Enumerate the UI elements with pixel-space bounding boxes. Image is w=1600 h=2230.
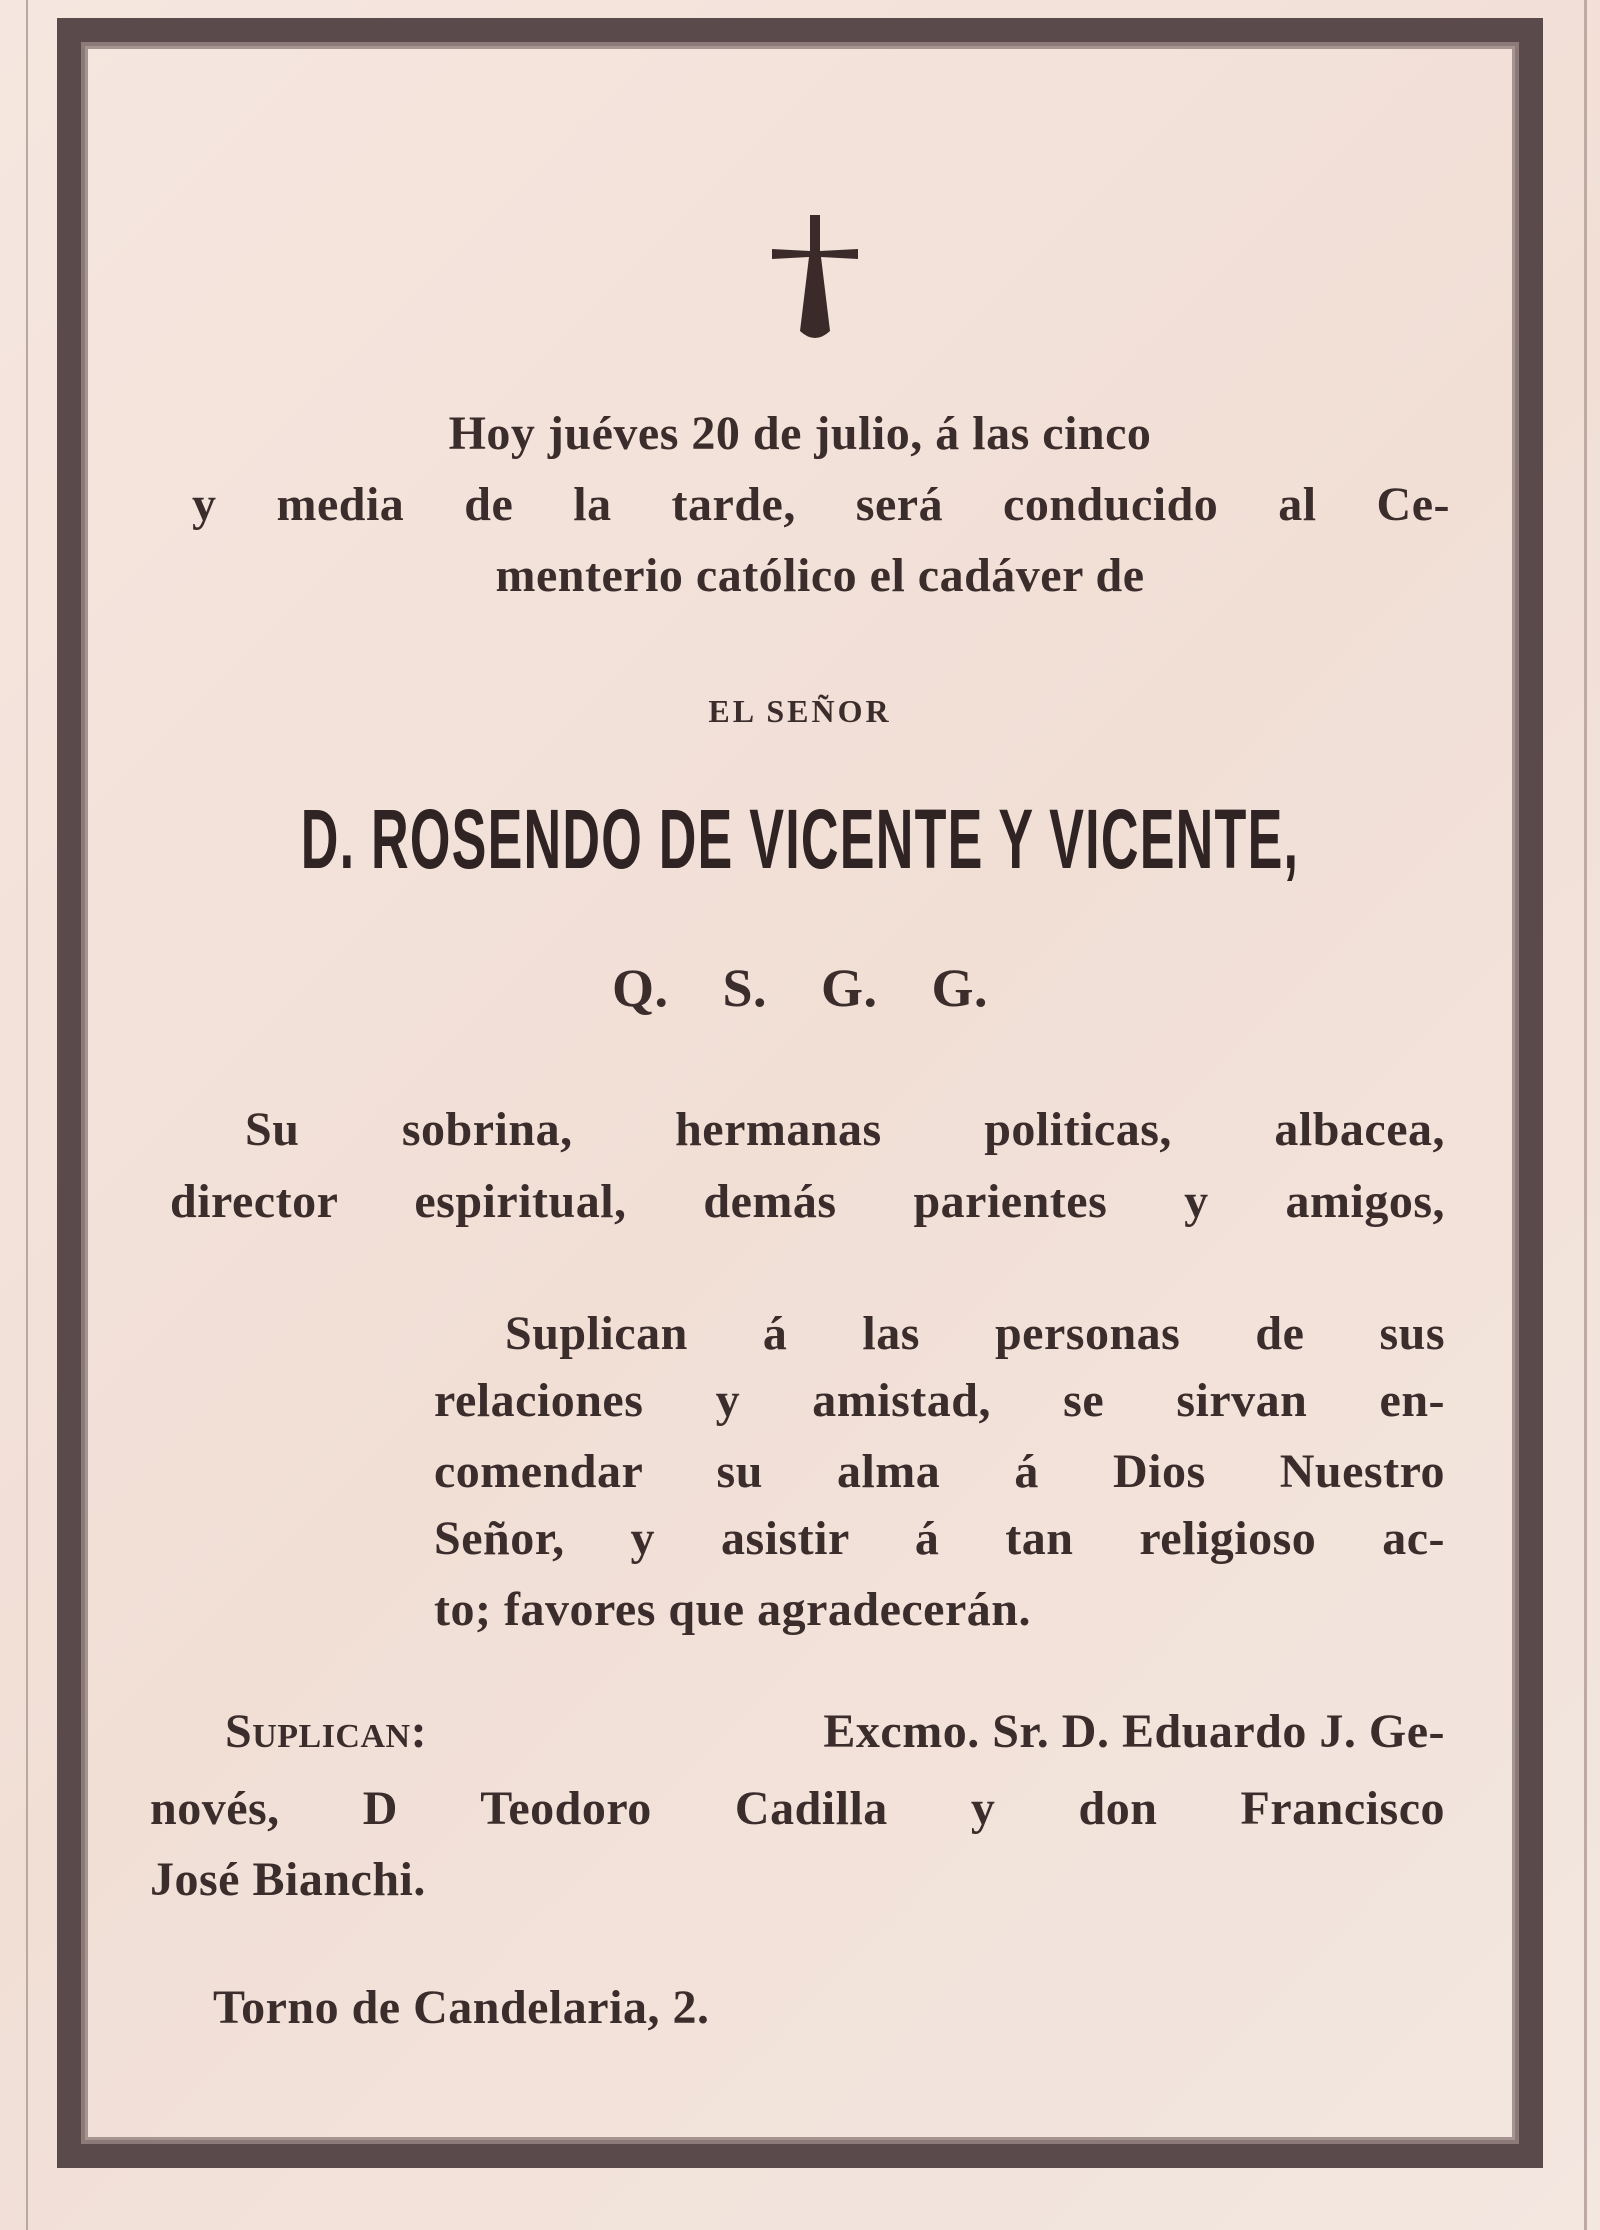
- suplican-line-2: novés, D Teodoro Cadilla y don Francisco: [150, 1782, 1445, 1835]
- intro-line-1: Hoy juéves 20 de julio, á las cinco: [448, 407, 1152, 460]
- deceased-name: D. ROSENDO DE VICENTE Y VICENTE,: [300, 792, 1300, 886]
- request-line-5: to; favores que agradecerán.: [434, 1583, 1031, 1636]
- honorific: EL SEÑOR: [708, 693, 892, 729]
- request-line-4: Señor, y asistir á tan religioso ac-: [434, 1512, 1445, 1565]
- column-rule-right: [1584, 0, 1587, 2230]
- column-rule-left: [26, 0, 28, 2230]
- address: Torno de Candelaria, 2.: [213, 1981, 710, 2034]
- suplican-label: Suplican:: [225, 1705, 428, 1758]
- suplican-line-1: [225, 1702, 1445, 1762]
- cross-icon: [770, 213, 860, 343]
- suplican-line-3: José Bianchi.: [150, 1853, 426, 1906]
- suplican-names-1: Excmo. Sr. D. Eduardo J. Ge-: [823, 1705, 1445, 1758]
- mourners-line-1: Su sobrina, hermanas politicas, albacea,: [245, 1103, 1445, 1156]
- request-line-1: Suplican á las personas de sus: [505, 1307, 1445, 1360]
- intro-line-3: menterio católico el cadáver de: [495, 549, 1145, 602]
- qsgg-abbreviation: Q. S. G. G.: [611, 958, 989, 1018]
- intro-line-2: y media de la tarde, será conducido al Ce-: [192, 478, 1450, 531]
- mourners-line-2: director espiritual, demás parientes y amigos,: [170, 1175, 1445, 1228]
- request-line-3: comendar su alma á Dios Nuestro: [434, 1445, 1445, 1498]
- request-line-2: relaciones y amistad, se sirvan en-: [434, 1374, 1445, 1427]
